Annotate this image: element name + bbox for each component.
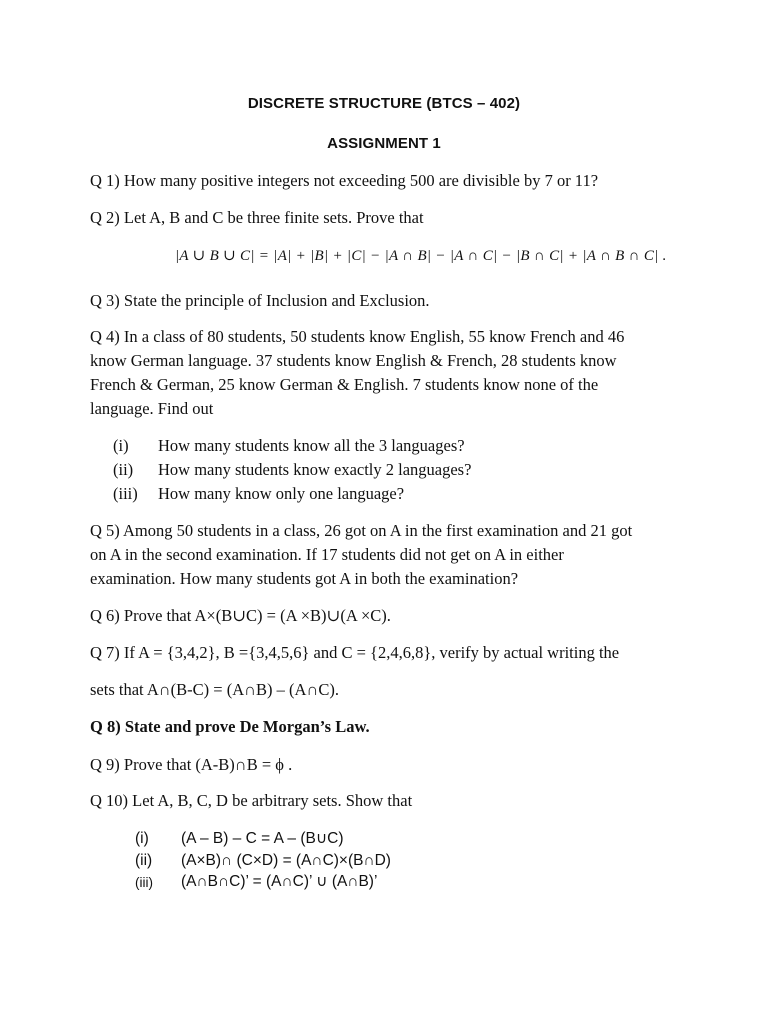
question-7-line: sets that A∩(B-C) = (A∩B) – (A∩C). [90, 680, 339, 699]
question-10-item-number: (i) [135, 830, 149, 847]
question-1: Q 1) How many positive integers not exceeding 500 are divisible by 7 or 11? [90, 171, 599, 190]
question-4-line: French & German, 25 know German & English. 7 students know none of the [90, 375, 599, 394]
question-10-item-number: (ii) [135, 852, 153, 869]
question-8: Q 8) State and prove De Morgan’s Law. [90, 717, 370, 736]
question-2: Q 2) Let A, B and C be three finite sets. Prove that [90, 208, 424, 227]
question-5-line: on A in the second examination. If 17 students did not get on A in either [90, 545, 564, 564]
question-6: Q 6) Prove that A×(B∪C) = (A ×B)∪(A ×C). [90, 606, 391, 625]
document-title: DISCRETE STRUCTURE (BTCS – 402) [247, 95, 521, 112]
assignment-subtitle: ASSIGNMENT 1 [327, 135, 441, 152]
question-5-line: Q 5) Among 50 students in a class, 26 got on A in the first examination and 21 got [90, 521, 633, 540]
question-10-item-text: (A∩B∩C)’ = (A∩C)’ ∪ (A∩B)’ [181, 873, 378, 890]
question-4-line: language. Find out [90, 399, 214, 418]
question-10: Q 10) Let A, B, C, D be arbitrary sets. Show that [90, 791, 413, 810]
question-2-formula: |A ∪ B ∪ C| = |A| + |B| + |C| − |A ∩ B| − |A ∩ C| − |B ∩ C| + |A ∩ B ∩ C| . [175, 248, 667, 264]
question-10-item-text: (A – B) – C = A – (B∪C) [181, 830, 344, 847]
question-4-item-text: How many students know all the 3 languages? [158, 436, 465, 455]
question-10-item-number: (iii) [135, 875, 153, 890]
question-4-item-number: (iii) [113, 484, 138, 503]
question-4-line: know German language. 37 students know English & French, 28 students know [90, 351, 617, 370]
question-4-item-text: How many know only one language? [158, 484, 405, 503]
question-10-item-text: (A×B)∩ (C×D) = (A∩C)×(B∩D) [181, 852, 391, 869]
question-4-line: Q 4) In a class of 80 students, 50 students know English, 55 know French and 46 [90, 327, 625, 346]
question-4-item-text: How many students know exactly 2 languages? [158, 460, 472, 479]
question-5-line: examination. How many students got A in both the examination? [90, 569, 519, 588]
question-7-line: Q 7) If A = {3,4,2}, B ={3,4,5,6} and C = {2,4,6,8}, verify by actual writing the [90, 643, 620, 662]
question-9: Q 9) Prove that (A-B)∩B = ϕ . [90, 755, 293, 774]
question-4-item-number: (i) [113, 436, 129, 455]
question-4-item-number: (ii) [113, 460, 134, 479]
question-3: Q 3) State the principle of Inclusion and Exclusion. [90, 291, 430, 310]
